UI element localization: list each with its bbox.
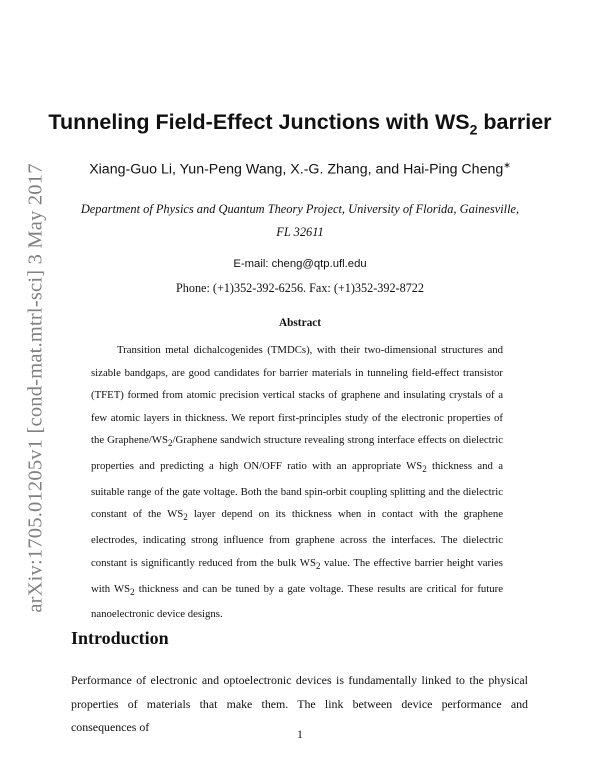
abstract-heading: Abstract	[278, 317, 322, 329]
abstract-text-3: thickness and a suitable range of the gate voltage. Both the band spin-orbit coupling splitting and the dielectric constant of the WS	[91, 460, 503, 521]
abstract-text-5: value. The effective barrier height varies with WS	[91, 556, 503, 595]
paper-title	[0, 110, 600, 137]
abstract-subscript-2: 2	[422, 464, 427, 475]
abstract-subscript-4: 2	[315, 560, 321, 571]
abstract-text-6: thickness and can be tuned by a gate voltage. These results are critical for future nanoelectronic device designs.	[91, 582, 503, 621]
corresponding-author-marker: ∗	[503, 160, 511, 170]
abstract-text-1: Transition metal dichalcogenides (TMDCs), with their two-dimensional structures and sizable bandgaps, are good candidates for barrier materials in tunneling field-effect transistor (TFET) formed from atomic precision vertical stacks of graphene and insulating crystals of a few atomic layers in thickness. We report first-principles study of the electronic properties of the Graphene/WS	[91, 344, 503, 447]
page-number: 1	[297, 727, 303, 741]
contact-email: E-mail: cheng@qtp.ufl.edu	[233, 258, 367, 270]
title-text-end: barrier	[477, 110, 552, 134]
introduction-heading: Introduction	[71, 628, 169, 648]
abstract-paragraph	[91, 339, 503, 626]
affiliation: Department of Physics and Quantum Theory Project, University of Florida, Gainesville, FL 32611	[80, 202, 520, 239]
abstract-text-4: layer depend on its thickness when in contact with the graphene electrodes, indicating strong influence from graphene across the interfaces. The dielectric constant is significantly reduced from the bulk WS	[91, 508, 504, 569]
abstract-subscript-1: 2	[168, 438, 173, 449]
introduction-paragraph: Performance of electronic and optoelectronic devices is fundamentally linked to the physical properties of materials that make them. The link between device performance and consequences of	[71, 673, 528, 734]
abstract-text-2: /Graphene sandwich structure revealing strong interface effects on dielectric properties and predicting a high ON/OFF ratio with an appropriate WS	[91, 434, 503, 473]
author-list	[0, 160, 600, 178]
arxiv-identifier-stamp: arXiv:1705.01205v1 [cond-mat.mtrl-sci] 3 May 2017	[24, 163, 47, 613]
author-names: Xiang-Guo Li, Yun-Peng Wang, X.-G. Zhang, and Hai-Ping Cheng	[89, 161, 504, 178]
contact-phone-fax: Phone: (+1)352-392-6256. Fax: (+1)352-392-8722	[176, 281, 424, 295]
abstract-subscript-5: 2	[130, 586, 135, 597]
abstract-subscript-3: 2	[183, 512, 188, 523]
title-subscript: 2	[469, 121, 478, 138]
title-text: Tunneling Field-Effect Junctions with WS	[48, 110, 470, 134]
